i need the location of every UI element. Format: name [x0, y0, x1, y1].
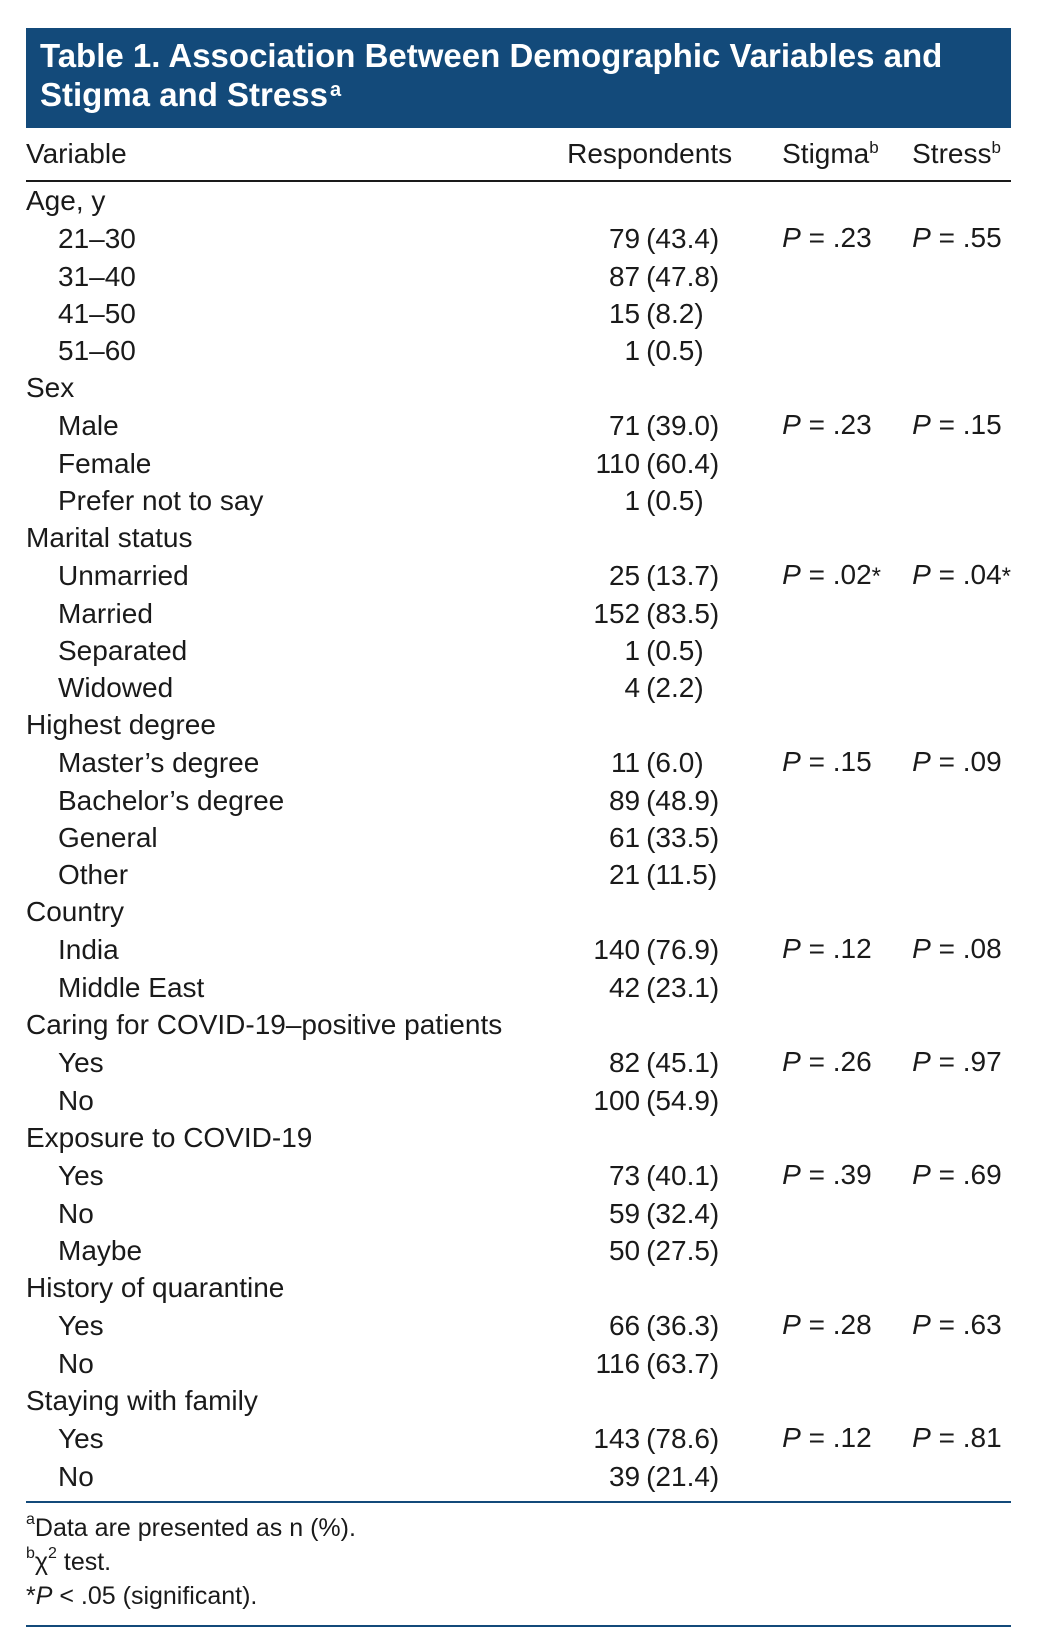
- stigma-p-value: [752, 1082, 882, 1119]
- table-row: [26, 930, 1011, 969]
- stress-p-value: P = .63: [912, 1309, 1002, 1340]
- group-row: [26, 1119, 1011, 1156]
- row-label: Other: [58, 859, 129, 890]
- respondents-count: 1: [624, 635, 641, 666]
- row-label: General: [58, 822, 158, 853]
- respondents-count: 100: [593, 1085, 641, 1116]
- header-stigma: Stigma$^b$: [752, 128, 882, 181]
- table-row: [26, 1156, 1011, 1195]
- header-respondents: Respondents: [449, 128, 752, 181]
- respondents-percent: (32.4): [646, 1198, 720, 1229]
- table-row: [26, 1232, 1011, 1269]
- stress-p-value: P = .55: [912, 222, 1002, 253]
- respondents-percent: (11.5): [646, 859, 718, 890]
- respondents-cell: [449, 595, 752, 632]
- group-row: [26, 893, 1011, 930]
- table-row: [26, 632, 1011, 669]
- group-row: [26, 1382, 1011, 1419]
- stress-p-value: [882, 856, 1011, 893]
- table-row: [26, 819, 1011, 856]
- respondents-cell: [449, 1232, 752, 1269]
- respondents-percent: (76.9): [646, 934, 720, 965]
- respondents-cell: [449, 295, 752, 332]
- row-label: No: [58, 1461, 94, 1492]
- respondents-percent: (27.5): [646, 1235, 720, 1266]
- respondents-percent: (60.4): [646, 448, 720, 479]
- respondents-cell: [449, 445, 752, 482]
- respondents-percent: (36.3): [646, 1310, 720, 1341]
- row-label: Married: [58, 598, 153, 629]
- stress-p-value: P = .04*: [912, 559, 1011, 590]
- stigma-p-value: [752, 1232, 882, 1269]
- group-label: Sex: [26, 372, 75, 403]
- stigma-p-value: [752, 332, 882, 369]
- respondents-percent: (78.6): [646, 1423, 720, 1454]
- table-row: [26, 1082, 1011, 1119]
- row-label: 31–40: [58, 261, 136, 292]
- group-row: [26, 519, 1011, 556]
- row-label: Master’s degree: [58, 747, 260, 778]
- footnotes-bottom-rule: [26, 1625, 1011, 1627]
- stress-p-value: P = .81: [912, 1422, 1002, 1453]
- table-row: [26, 219, 1011, 258]
- respondents-cell: [449, 258, 752, 295]
- stress-p-value: P = .97: [912, 1046, 1002, 1077]
- stigma-p-value: P = .28: [782, 1309, 872, 1340]
- respondents-count: 61: [608, 822, 641, 853]
- row-label: Widowed: [58, 672, 174, 703]
- respondents-percent: (83.5): [646, 598, 720, 629]
- respondents-cell: [449, 406, 752, 445]
- stigma-p-value: [752, 782, 882, 819]
- header-variable: Variable: [26, 128, 449, 181]
- stigma-p-value: [752, 1345, 882, 1382]
- row-label: 41–50: [58, 298, 136, 329]
- group-label: Country: [26, 896, 125, 927]
- table-row: [26, 1195, 1011, 1232]
- table-row: [26, 595, 1011, 632]
- row-label: Yes: [58, 1047, 104, 1078]
- table-row: [26, 856, 1011, 893]
- respondents-percent: (6.0): [646, 747, 704, 778]
- respondents-percent: (0.5): [646, 635, 704, 666]
- table-row: [26, 969, 1011, 1006]
- respondents-percent: (0.5): [646, 335, 704, 366]
- respondents-count: 73: [608, 1160, 641, 1191]
- respondents-count: 39: [608, 1461, 641, 1492]
- table-row: [26, 295, 1011, 332]
- stigma-p-value: [752, 482, 882, 519]
- respondents-count: 21: [608, 859, 641, 890]
- stress-p-value: [882, 819, 1011, 856]
- table-row: [26, 669, 1011, 706]
- stress-p-value: P = .09: [912, 746, 1002, 777]
- respondents-cell: [449, 856, 752, 893]
- stigma-p-value: P = .39: [782, 1159, 872, 1190]
- table-row: [26, 1306, 1011, 1345]
- respondents-cell: [449, 556, 752, 595]
- title-footnote-mark: a: [329, 79, 342, 101]
- stigma-p-value: P = .12: [782, 933, 872, 964]
- respondents-count: 143: [593, 1423, 641, 1454]
- respondents-percent: (40.1): [646, 1160, 720, 1191]
- stigma-p-value: [752, 819, 882, 856]
- respondents-percent: (8.2): [646, 298, 704, 329]
- row-label: India: [58, 934, 119, 965]
- group-label: Marital status: [26, 522, 193, 553]
- respondents-cell: [449, 1419, 752, 1458]
- respondents-percent: (33.5): [646, 822, 720, 853]
- row-label: Yes: [58, 1423, 104, 1454]
- group-label: Highest degree: [26, 709, 216, 740]
- stigma-p-value: P = .12: [782, 1422, 872, 1453]
- stress-p-value: [882, 295, 1011, 332]
- table-row: [26, 482, 1011, 519]
- stigma-p-value: [752, 1458, 882, 1495]
- row-label: Prefer not to say: [58, 485, 264, 516]
- row-label: Yes: [58, 1160, 104, 1191]
- respondents-percent: (63.7): [646, 1348, 720, 1379]
- footnote-significance: *P < .05 (significant).: [26, 1582, 258, 1610]
- table-row: [26, 1419, 1011, 1458]
- stress-p-value: P = .69: [912, 1159, 1002, 1190]
- table-row: [26, 332, 1011, 369]
- stigma-p-value: P = .26: [782, 1046, 872, 1077]
- stigma-p-value: [752, 295, 882, 332]
- stigma-p-value: P = .15: [782, 746, 872, 777]
- row-label: No: [58, 1348, 94, 1379]
- table-row: [26, 1458, 1011, 1495]
- row-label: 51–60: [58, 335, 136, 366]
- respondents-count: 140: [593, 934, 641, 965]
- respondents-percent: (47.8): [646, 261, 720, 292]
- respondents-count: 15: [608, 298, 641, 329]
- row-label: Yes: [58, 1310, 104, 1341]
- table-title: Table 1. Association Between Demographic Variables and Stigma and Stress $^a$: [26, 28, 1011, 128]
- respondents-percent: (43.4): [646, 223, 720, 254]
- group-row: [26, 369, 1011, 406]
- respondents-percent: (39.0): [646, 410, 720, 441]
- stress-p-value: [882, 332, 1011, 369]
- header-row: [26, 128, 1011, 181]
- stress-p-value: [882, 782, 1011, 819]
- respondents-cell: [449, 669, 752, 706]
- stress-p-value: [882, 1458, 1011, 1495]
- respondents-count: 42: [608, 972, 641, 1003]
- header-stress: Stress$^b$: [882, 128, 1011, 181]
- table-row: [26, 1043, 1011, 1082]
- respondents-cell: [449, 219, 752, 258]
- stigma-p-value: [752, 632, 882, 669]
- respondents-percent: (54.9): [646, 1085, 720, 1116]
- stigma-p-value: P = .02*: [782, 559, 881, 590]
- table-body: [26, 181, 1011, 1495]
- group-label: Age, y: [26, 185, 106, 216]
- respondents-cell: [449, 819, 752, 856]
- stigma-p-value: [752, 445, 882, 482]
- respondents-count: 1: [624, 335, 641, 366]
- respondents-cell: [449, 1345, 752, 1382]
- stress-p-value: [882, 445, 1011, 482]
- row-label: Bachelor’s degree: [58, 785, 285, 816]
- table-container: [26, 28, 1011, 1627]
- table-row: [26, 743, 1011, 782]
- group-label: Exposure to COVID-19: [26, 1122, 313, 1153]
- group-row: [26, 181, 1011, 219]
- respondents-cell: [449, 1043, 752, 1082]
- respondents-count: 4: [624, 672, 641, 703]
- respondents-count: 87: [608, 261, 641, 292]
- table-row: [26, 556, 1011, 595]
- respondents-count: 116: [595, 1348, 641, 1379]
- respondents-percent: (48.9): [646, 785, 720, 816]
- respondents-cell: [449, 1156, 752, 1195]
- row-label: Male: [58, 410, 119, 441]
- row-label: Separated: [58, 635, 188, 666]
- row-label: Unmarried: [58, 560, 189, 591]
- footnote-b: $^b\chi^2$ test.: [26, 1545, 112, 1576]
- respondents-cell: [449, 1458, 752, 1495]
- stigma-p-value: [752, 856, 882, 893]
- stress-p-value: [882, 969, 1011, 1006]
- stigma-p-value: [752, 969, 882, 1006]
- row-label: No: [58, 1198, 94, 1229]
- respondents-count: 152: [593, 598, 641, 629]
- stress-p-value: [882, 1082, 1011, 1119]
- respondents-count: 59: [608, 1198, 641, 1229]
- respondents-cell: [449, 1306, 752, 1345]
- table-row: [26, 258, 1011, 295]
- respondents-percent: (2.2): [646, 672, 704, 703]
- respondents-cell: [449, 632, 752, 669]
- stress-p-value: [882, 669, 1011, 706]
- group-row: [26, 1006, 1011, 1043]
- table-row: [26, 445, 1011, 482]
- respondents-cell: [449, 930, 752, 969]
- stress-p-value: [882, 482, 1011, 519]
- row-label: Female: [58, 448, 152, 479]
- footnotes: [26, 1503, 1011, 1613]
- respondents-percent: (21.4): [646, 1461, 720, 1492]
- table-row: [26, 782, 1011, 819]
- group-row: [26, 706, 1011, 743]
- respondents-count: 82: [608, 1047, 641, 1078]
- row-label: No: [58, 1085, 94, 1116]
- respondents-cell: [449, 743, 752, 782]
- respondents-count: 1: [624, 485, 641, 516]
- respondents-count: 71: [608, 410, 641, 441]
- stigma-p-value: P = .23: [782, 222, 872, 253]
- footnote-a: $^a$Data are presented as n (%).: [26, 1511, 356, 1542]
- respondents-percent: (0.5): [646, 485, 704, 516]
- row-label: Maybe: [58, 1235, 143, 1266]
- respondents-percent: (13.7): [646, 560, 720, 591]
- stress-p-value: [882, 1232, 1011, 1269]
- stigma-p-value: [752, 1195, 882, 1232]
- group-label: History of quarantine: [26, 1272, 285, 1303]
- respondents-cell: [449, 969, 752, 1006]
- respondents-count: 25: [608, 560, 641, 591]
- group-label: Staying with family: [26, 1385, 258, 1416]
- row-label: Middle East: [58, 972, 205, 1003]
- group-label: Caring for COVID-19–positive patients: [26, 1009, 503, 1040]
- table-row: [26, 1345, 1011, 1382]
- respondents-count: 89: [608, 785, 641, 816]
- respondents-cell: [449, 1195, 752, 1232]
- stress-p-value: [882, 1195, 1011, 1232]
- respondents-cell: [449, 782, 752, 819]
- data-table: [26, 128, 1011, 1495]
- respondents-count: 11: [611, 747, 641, 778]
- respondents-count: 50: [608, 1235, 641, 1266]
- group-row: [26, 1269, 1011, 1306]
- stress-p-value: P = .08: [912, 933, 1002, 964]
- stigma-p-value: [752, 258, 882, 295]
- row-label: 21–30: [58, 223, 136, 254]
- stress-p-value: [882, 1345, 1011, 1382]
- stress-p-value: [882, 632, 1011, 669]
- respondents-cell: [449, 482, 752, 519]
- respondents-percent: (23.1): [646, 972, 720, 1003]
- stigma-p-value: P = .23: [782, 409, 872, 440]
- respondents-count: 66: [608, 1310, 641, 1341]
- respondents-count: 110: [595, 448, 641, 479]
- table-row: [26, 406, 1011, 445]
- respondents-count: 79: [608, 223, 641, 254]
- respondents-percent: (45.1): [646, 1047, 720, 1078]
- stress-p-value: [882, 595, 1011, 632]
- stress-p-value: P = .15: [912, 409, 1002, 440]
- stigma-p-value: [752, 669, 882, 706]
- stress-p-value: [882, 258, 1011, 295]
- stigma-p-value: [752, 595, 882, 632]
- respondents-cell: [449, 332, 752, 369]
- respondents-cell: [449, 1082, 752, 1119]
